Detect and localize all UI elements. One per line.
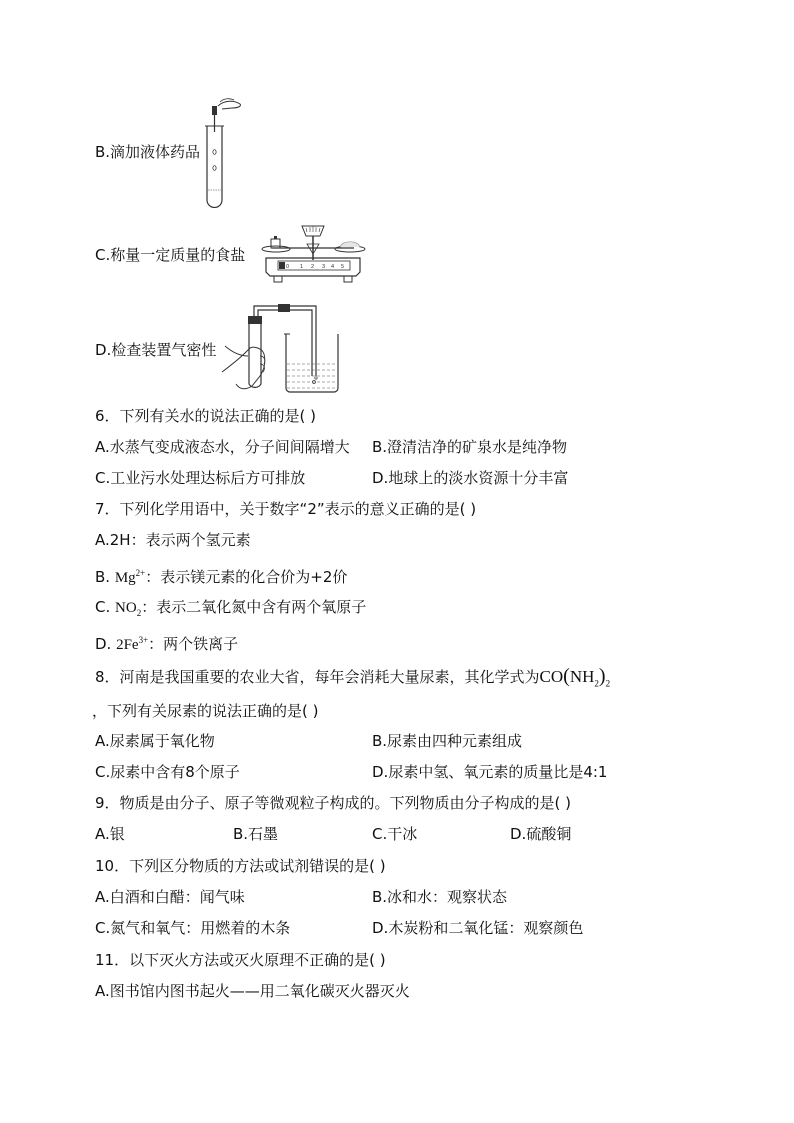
q8-formula: $CO(NH_2)_2$ — [539, 665, 611, 689]
question-9-stem: 9．物质是由分子、原子等微观粒子构成的。下列物质由分子构成的是( ) — [95, 794, 572, 812]
q7-option-d-text: ：两个铁离子 — [148, 635, 239, 653]
option-c-label: C.称量一定质量的食盐 — [95, 246, 246, 264]
q7-option-c-formula: NO — [115, 600, 137, 616]
q7-option-b-prefix: B. — [95, 568, 115, 586]
scale-tick-2: 2 — [311, 264, 315, 270]
option-b-label: B.滴加液体药品 — [95, 143, 201, 161]
scale-tick-4: 4 — [331, 264, 335, 270]
q8-option-b: B.尿素由四种元素组成 — [372, 732, 523, 750]
q7-option-d-prefix: D. — [95, 635, 117, 653]
q9-option-a: A.银 — [95, 825, 125, 843]
q8-formula-nh: NH — [569, 667, 595, 686]
q9-option-b: B.石墨 — [233, 825, 279, 843]
question-7-stem: 7．下列化学用语中，关于数字“2”表示的意义正确的是( ) — [95, 500, 477, 518]
q7-option-c-text: ：表示二氧化氮中含有两个氧原子 — [141, 598, 367, 616]
q9-option-d: D.硫酸铜 — [510, 825, 572, 843]
q7-option-d-charge: 3+ — [138, 635, 149, 645]
q7-option-d-formula: 2Fe — [116, 637, 139, 653]
q7-option-b-charge: 2+ — [135, 568, 146, 578]
airtightness-check-figure — [220, 300, 340, 396]
scale-tick-5: 5 — [341, 264, 345, 270]
question-8-stem — [95, 666, 610, 693]
q7-option-c — [95, 597, 366, 623]
q8-option-d: D.尿素中氢、氧元素的质量比是4:1 — [372, 763, 608, 781]
q8-stem-text: 8．河南是我国重要的农业大省，每年会消耗大量尿素，其化学式为 — [95, 668, 540, 686]
q7-option-b-text: ：表示镁元素的化合价为+2价 — [145, 568, 348, 586]
q10-option-b: B.冰和水：观察状态 — [372, 888, 508, 906]
question-6-stem: 6．下列有关水的说法正确的是( ) — [95, 407, 317, 425]
q8-option-c: C.尿素中含有8个原子 — [95, 763, 240, 781]
q7-option-a: A.2H：表示两个氢元素 — [95, 531, 251, 549]
question-11-stem: 11．以下灭火方法或灭火原理不正确的是( ) — [95, 951, 386, 969]
q6-option-a: A.水蒸气变成液态水，分子间间隔增大 — [95, 438, 350, 456]
test-tube-dropper-figure — [198, 96, 248, 208]
q8-option-a: A.尿素属于氧化物 — [95, 732, 215, 750]
scale-tick-1: 1 — [300, 264, 304, 270]
q8-formula-sub2: 2 — [605, 678, 611, 689]
q8-formula-sub1: 2 — [594, 678, 599, 689]
q9-option-c: C.干冰 — [372, 825, 418, 843]
q7-option-c-prefix: C. — [95, 598, 116, 616]
q8-formula-co: CO — [539, 667, 564, 686]
q10-option-a: A.白酒和白醋：闻气味 — [95, 888, 245, 906]
q6-option-d: D.地球上的淡水资源十分丰富 — [372, 469, 569, 487]
q7-option-b-formula: Mg — [114, 570, 136, 586]
scale-tick-0: 0 — [286, 264, 290, 270]
q7-option-b — [95, 563, 347, 588]
option-d-label: D.检查装置气密性 — [95, 341, 217, 359]
q6-option-c: C.工业污水处理达标后方可排放 — [95, 469, 306, 487]
question-8-stem-cont: ，下列有关尿素的说法正确的是( ) — [92, 702, 319, 720]
scale-tick-3: 3 — [322, 264, 326, 270]
q7-option-c-subscript: 2 — [136, 608, 142, 618]
q7-option-d — [95, 630, 238, 655]
q10-option-c: C.氮气和氧气：用燃着的木条 — [95, 919, 291, 937]
balance-scale-figure — [258, 214, 368, 300]
question-10-stem: 10．下列区分物质的方法或试剂错误的是( ) — [95, 857, 386, 875]
q11-option-a: A.图书馆内图书起火——用二氧化碳灭火器灭火 — [95, 982, 410, 1000]
q10-option-d: D.木炭粉和二氧化锰：观察颜色 — [372, 919, 584, 937]
q6-option-b: B.澄清洁净的矿泉水是纯净物 — [372, 438, 568, 456]
